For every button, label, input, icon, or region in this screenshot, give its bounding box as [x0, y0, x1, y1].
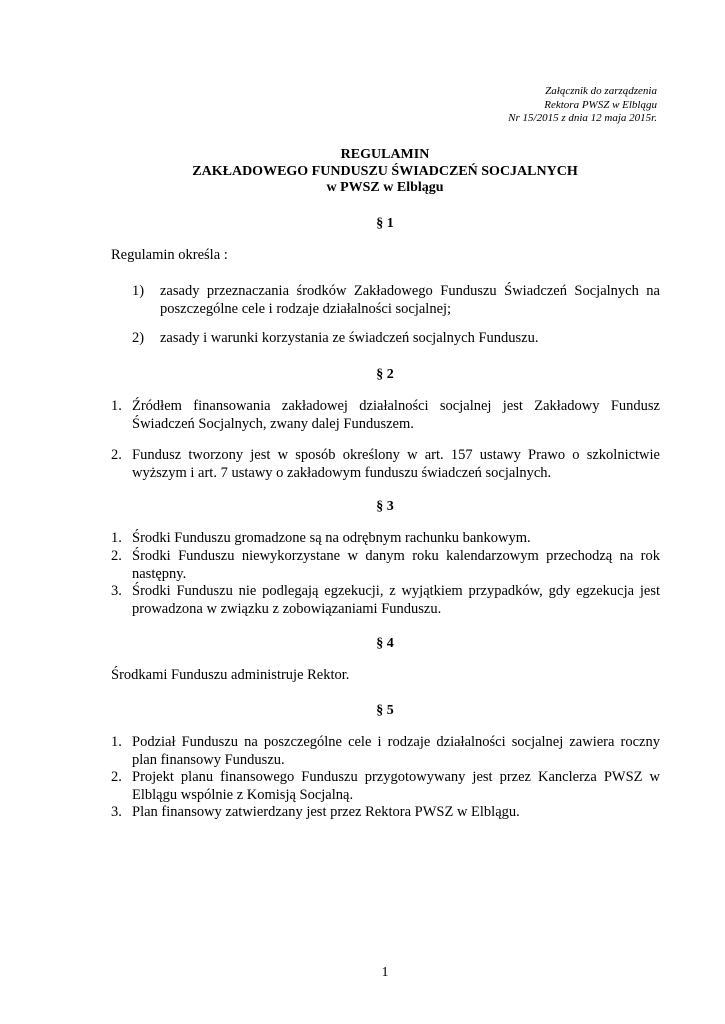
s5-item-1-text: Podział Funduszu na poszczególne cele i rodzaje działalności socjalnej zawiera roczny plan finansowy Funduszu. [132, 734, 660, 768]
s2-item-1-number: 1. [111, 398, 122, 414]
section-5-heading: § 5 [376, 703, 394, 718]
section-2-heading: § 2 [376, 367, 394, 382]
s3-item-3-number: 3. [111, 583, 122, 599]
s5-item-2-text: Projekt planu finansowego Funduszu przygotowywany jest przez Kanclerza PWSZ w Elblągu wspólnie z Komisją Socjalną. [132, 769, 660, 803]
s5-item-3-text: Plan finansowy zatwierdzany jest przez Rektora PWSZ w Elblągu. [132, 804, 520, 820]
s5-item-3-number: 3. [111, 804, 122, 820]
s3-item-2 [111, 548, 660, 583]
document-title [0, 147, 725, 197]
attachment-line-3: Nr 15/2015 z dnia 12 maja 2015r. [508, 112, 657, 124]
s3-item-3-text: Środki Funduszu nie podlegają egzekucji, z wyjątkiem przypadków, gdy egzekucja jest prowadzona w związku z zobowiązaniami Funduszu. [132, 583, 660, 617]
s3-item-3 [111, 583, 660, 618]
s2-item-2-text: Fundusz tworzony jest w sposób określony w art. 157 ustawy Prawo o szkolnictwie wyższym i art. 7 ustawy o zakładowym funduszu świadczeń socjalnych. [132, 447, 660, 481]
s2-item-2 [111, 447, 660, 482]
s1-item-1-number: 1) [132, 283, 145, 299]
s1-item-2-text: zasady i warunki korzystania ze świadczeń socjalnych Funduszu. [160, 330, 539, 346]
section-3-heading: § 3 [376, 499, 394, 514]
s5-item-2-number: 2. [111, 769, 122, 785]
s3-item-1-text: Środki Funduszu gromadzone są na odrębnym rachunku bankowym. [132, 530, 531, 546]
page-number: 1 [381, 965, 389, 980]
title-line-1: REGULAMIN [340, 147, 430, 162]
s1-item-1-text: zasady przeznaczania środków Zakładowego Funduszu Świadczeń Socjalnych na poszczególne cele i rodzaje działalności socjalnej; [160, 283, 660, 317]
s5-item-2 [111, 769, 660, 804]
s2-item-1-text: Źródłem finansowania zakładowej działalności socjalnej jest Zakładowy Fundusz Świadczeń Socjalnych, zwany dalej Funduszem. [132, 398, 660, 432]
s5-item-3 [111, 804, 660, 822]
s5-item-1 [111, 734, 660, 769]
s1-item-2-number: 2) [132, 330, 145, 346]
attachment-line-2: Rektora PWSZ w Elblągu [544, 98, 657, 111]
s3-item-2-number: 2. [111, 548, 122, 564]
s1-item-2 [132, 330, 660, 348]
s3-item-2-text: Środki Funduszu niewykorzystane w danym roku kalendarzowym przechodzą na rok następny. [132, 548, 660, 582]
s3-item-1-number: 1. [111, 530, 122, 546]
section-4-text: Środkami Funduszu administruje Rektor. [111, 667, 350, 683]
section-4-heading: § 4 [376, 636, 394, 651]
s5-item-1-number: 1. [111, 734, 122, 750]
section-1-heading: § 1 [376, 216, 394, 231]
s3-item-1 [111, 530, 660, 548]
attachment-line-1: Załącznik do zarządzenia [545, 85, 657, 97]
s2-item-2-number: 2. [111, 447, 122, 463]
title-line-3: w PWSZ w Elblągu [326, 180, 444, 195]
s1-item-1 [132, 283, 660, 318]
attachment-note [508, 85, 657, 126]
s2-item-1 [111, 398, 660, 433]
title-line-2: ZAKŁADOWEGO FUNDUSZU ŚWIADCZEŃ SOCJALNYCH [192, 163, 578, 179]
section-1-intro: Regulamin określa : [111, 247, 228, 263]
